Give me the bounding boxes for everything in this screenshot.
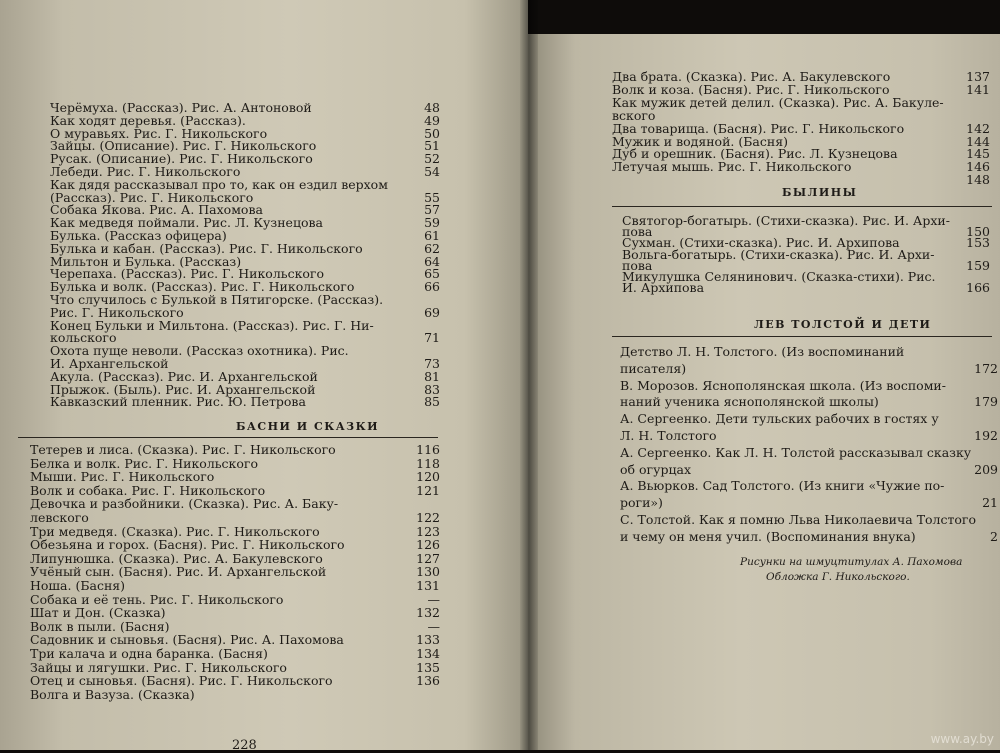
toc-entry: Как медведя поймали. Рис. Л. Кузнецова [50, 215, 323, 231]
toc-entry: Два товарища. (Басня). Рис. Г. Никольского [612, 120, 905, 136]
toc-page-number: 121 [416, 482, 440, 498]
toc-entry: Волк и коза. (Басня). Рис. Г. Никольского [612, 81, 890, 97]
toc-page-number: 150 [966, 224, 990, 240]
toc-page-number: 133 [416, 632, 440, 648]
toc-page-number: 2 [990, 528, 998, 544]
toc-entry: Акула. (Рассказ). Рис. И. Архангельской [50, 368, 318, 384]
toc-page-number: 85 [424, 394, 440, 410]
toc-page-number: 66 [424, 279, 440, 295]
toc-page-number: — [427, 591, 440, 607]
toc-page-number: 120 [416, 469, 440, 485]
toc-entry: Булька и кабан. (Рассказ). Рис. Г. Никольского [50, 240, 363, 256]
toc-entry: левского [30, 510, 89, 525]
toc-page-number: 118 [416, 455, 440, 471]
section-rule [612, 206, 992, 207]
toc-page-number: 21 [982, 495, 998, 511]
toc-page-number: 81 [424, 368, 440, 384]
toc-page-number: 57 [424, 202, 440, 218]
section-title-byliny: БЫЛИНЫ [782, 186, 858, 199]
toc-page-number: 159 [966, 257, 990, 273]
toc-entry: Лебеди. Рис. Г. Никольского [50, 164, 241, 179]
section-title-tolstoy: ЛЕВ ТОЛСТОЙ И ДЕТИ [754, 318, 932, 331]
credit-line: Рисунки на шмуцтитулах А. Пахомова [740, 556, 963, 568]
toc-entry: А. Сергеенко. Дети тульских рабочих в гостях у [620, 411, 939, 427]
toc-entry: вского [612, 107, 656, 123]
toc-entry: (Рассказ). Рис. Г. Никольского [50, 189, 254, 205]
toc-entry: Сухман. (Стихи-сказка). Рис. И. Архипова [622, 235, 900, 251]
toc-page-number: 172 [974, 360, 998, 376]
toc-entry: Два брата. (Сказка). Рис. А. Бакулевского [612, 69, 891, 84]
toc-page-number: 51 [424, 138, 440, 154]
background-top [528, 0, 1000, 34]
toc-entry: Булька и волк. (Рассказ). Рис. Г. Никольского [50, 279, 355, 295]
toc-entry: А. Сергеенко. Как Л. Н. Толстой рассказывал сказку [620, 444, 972, 460]
toc-page-number: 65 [424, 266, 440, 282]
toc-entry: Зайцы. (Описание). Рис. Г. Никольского [50, 138, 317, 154]
toc-entry: Обезьяна и горох. (Басня). Рис. Г. Никольского [30, 537, 345, 553]
toc-page-number: 127 [416, 550, 440, 566]
section-rule [612, 336, 992, 337]
toc-page-number: 148 [966, 172, 990, 188]
toc-entry: Волк в пыли. (Басня) [30, 618, 170, 634]
toc-entry: Садовник и сыновья. (Басня). Рис. А. Пахомова [30, 632, 344, 648]
toc-entry: Волк и собака. Рис. Г. Никольского [30, 482, 266, 498]
toc-page-number: 146 [966, 159, 990, 175]
credit-line: Обложка Г. Никольского. [766, 571, 910, 583]
toc-entry: Л. Н. Толстого [620, 428, 717, 443]
toc-entry: Собака Якова. Рис. А. Пахомова [50, 202, 263, 218]
toc-page-number: 145 [966, 146, 990, 162]
toc-entry: А. Вьюрков. Сад Толстого. (Из книги «Чужие по- [620, 478, 945, 494]
toc-entry: Охота пуще неволи. (Рассказ охотника). Рис. [50, 343, 349, 359]
toc-entry: Детство Л. Н. Толстого. (Из воспоминаний [620, 344, 905, 359]
toc-entry: Булька. (Рассказ офицера) [50, 228, 227, 243]
toc-page-number: 126 [416, 537, 440, 553]
toc-entry: Зайцы и лягушки. Рис. Г. Никольского [30, 659, 287, 675]
toc-page-number: 192 [974, 428, 998, 443]
toc-entry: об огурцах [620, 461, 691, 477]
toc-entry: Дуб и орешник. (Басня). Рис. Л. Кузнецова [612, 146, 898, 162]
book-gutter [520, 0, 538, 750]
toc-page-number: 83 [424, 381, 440, 397]
toc-entry: И. Архангельской [50, 356, 169, 371]
toc-page-number: 130 [416, 564, 440, 580]
toc-entry: пова [622, 224, 653, 240]
toc-entry: Девочка и разбойники. (Сказка). Рис. А. Баку- [30, 496, 339, 512]
toc-entry: Как мужик детей делил. (Сказка). Рис. А. Бакуле- [612, 94, 944, 110]
section-title-fables: БАСНИ И СКАЗКИ [236, 420, 380, 433]
toc-entry: Тетерев и лиса. (Сказка). Рис. Г. Никольского [30, 442, 336, 457]
toc-entry: Ноша. (Басня) [30, 578, 126, 593]
toc-page-number: 123 [416, 523, 440, 539]
toc-entry: Микулушка Селянинович. (Сказка-стихи). Рис. [622, 269, 936, 284]
toc-page-number: 61 [424, 228, 440, 243]
toc-entry: Липунюшка. (Сказка). Рис. А. Бакулевского [30, 550, 323, 566]
toc-entry: Кавказский пленник. Рис. Ю. Петрова [50, 394, 306, 410]
toc-page-number: 144 [966, 133, 990, 149]
toc-entry: Мильтон и Булька. (Рассказ) [50, 253, 242, 269]
toc-entry: Русак. (Описание). Рис. Г. Никольского [50, 151, 313, 167]
toc-page-number: 49 [424, 112, 440, 128]
toc-entry: Конец Бульки и Мильтона. (Рассказ). Рис. Г. Ни- [50, 317, 374, 333]
toc-entry: и чему он меня учил. (Воспоминания внука) [620, 528, 916, 544]
toc-page-number: 73 [424, 356, 440, 371]
toc-entry: Черёмуха. (Рассказ). Рис. А. Антоновой [50, 100, 312, 115]
toc-entry: И. Архипова [622, 280, 705, 296]
toc-entry: Рис. Г. Никольского [50, 304, 184, 320]
toc-entry: Волга и Вазуза. (Сказка) [30, 686, 195, 702]
toc-entry: Белка и волк. Рис. Г. Никольского [30, 455, 258, 471]
toc-page-number: 209 [974, 461, 998, 477]
toc-page-number: — [427, 618, 440, 634]
toc-page-number: 50 [424, 125, 440, 141]
toc-page-number: 62 [424, 240, 440, 256]
toc-page-number: 52 [424, 151, 440, 167]
toc-entry: писателя) [620, 360, 687, 376]
toc-page-number: 131 [416, 578, 440, 593]
toc-entry: Что случилось с Булькой в Пятигорске. (Рассказ). [50, 292, 384, 307]
toc-page-number: 55 [424, 189, 440, 205]
toc-entry: роги») [620, 495, 663, 511]
toc-page-number: 54 [424, 164, 440, 179]
toc-entry: Отец и сыновья. (Басня). Рис. Г. Никольского [30, 673, 333, 689]
toc-entry: Три калача и одна баранка. (Басня) [30, 646, 268, 661]
toc-entry: Как ходят деревья. (Рассказ). [50, 112, 246, 128]
toc-entry: Мужик и водяной. (Басня) [612, 133, 788, 149]
toc-entry: С. Толстой. Как я помню Льва Николаевича Толстого [620, 512, 977, 527]
toc-entry: В. Морозов. Яснополянская школа. (Из воспоми- [620, 377, 946, 393]
watermark: www.ay.by [930, 732, 994, 746]
toc-page-number: 71 [424, 330, 440, 346]
toc-page-number: 135 [416, 659, 440, 675]
toc-page-number: 116 [416, 442, 440, 457]
toc-entry: Летучая мышь. Рис. Г. Никольского [612, 159, 852, 175]
toc-entry: Три медведя. (Сказка). Рис. Г. Никольского [30, 523, 320, 539]
toc-page-number: 122 [416, 510, 440, 525]
section-rule [18, 437, 438, 438]
toc-page-number: 48 [424, 100, 440, 115]
toc-page-number: 59 [424, 215, 440, 231]
toc-page-number: 166 [966, 280, 990, 296]
toc-page-number: 153 [966, 235, 990, 251]
toc-entry: Учёный сын. (Басня). Рис. И. Архангельской [30, 564, 327, 580]
toc-page-number: 136 [416, 673, 440, 689]
toc-entry: О муравьях. Рис. Г. Никольского [50, 125, 268, 141]
toc-page-number: 137 [966, 69, 990, 84]
toc-entry: наний ученика яснополянской школы) [620, 394, 879, 410]
toc-page-number: 142 [966, 120, 990, 136]
toc-entry: Черепаха. (Рассказ). Рис. Г. Никольского [50, 266, 324, 282]
toc-entry: Вольга-богатырь. (Стихи-сказка). Рис. И. Архи- [622, 246, 935, 262]
toc-page-number: 132 [416, 605, 440, 621]
page-number: 228 [232, 738, 257, 753]
toc-entry: Прыжок. (Быль). Рис. И. Архангельской [50, 381, 316, 397]
toc-page-number: 64 [424, 253, 440, 269]
toc-page-number: 179 [974, 394, 998, 410]
toc-entry: Святогор-богатырь. (Стихи-сказка). Рис. И. Архи- [622, 213, 950, 228]
toc-entry: Мыши. Рис. Г. Никольского [30, 469, 215, 485]
toc-page-number: 134 [416, 646, 440, 661]
toc-page-number: 69 [424, 304, 440, 320]
toc-entry: Как дядя рассказывал про то, как он ездил верхом [50, 176, 388, 192]
toc-entry: Шат и Дон. (Сказка) [30, 605, 166, 621]
toc-page-number: 141 [966, 81, 990, 97]
toc-entry: пова [622, 257, 653, 273]
toc-entry: Собака и её тень. Рис. Г. Никольского [30, 591, 284, 607]
toc-entry: кольского [50, 330, 117, 346]
